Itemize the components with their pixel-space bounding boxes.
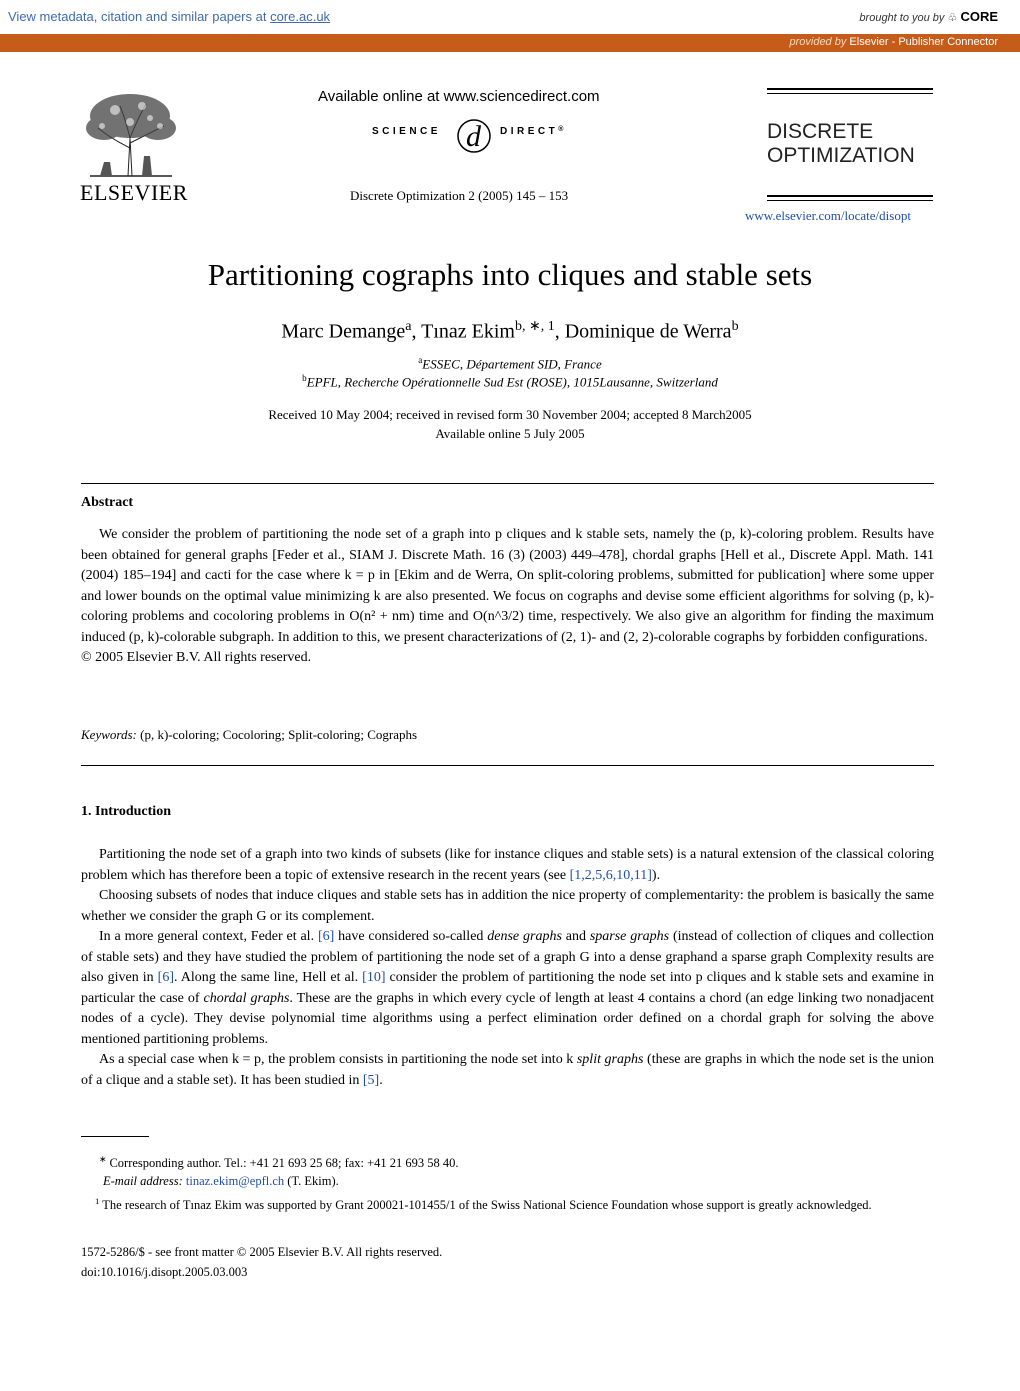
aff-a-text: ESSEC, Département SID, France [422, 356, 602, 372]
author-2: , Tınaz Ekim [411, 320, 515, 343]
abstract-heading: Abstract [81, 495, 134, 510]
sd-science: SCIENCE [372, 126, 441, 137]
p3-text: and [561, 929, 590, 944]
citation-link[interactable]: [6] [317, 929, 335, 944]
intro-body [81, 845, 934, 1091]
core-link[interactable]: core.ac.uk [270, 9, 331, 24]
p4-split-term: split graphs [576, 1052, 644, 1067]
citation-link[interactable]: [5] [362, 1072, 380, 1088]
brought-text: brought to you by [859, 12, 945, 24]
abstract-text: We consider the problem of partitioning the node set of a graph into p cliques and k stable sets, namely the (p, k)-coloring problem. Results have been obtained for general graphs [Feder et al., SIAM J. Discrete Math. 16 (3) (2003) 449–478], chordal graphs [Hell et al., Discrete Appl. Math. 141 (2004) 185–194] and cacti for the case where k = p in [Ekim and de Werra, On split-coloring problems, submitted for publication] where some upper and lower bounds on the optimal value minimizing k are also presented. We focus on cographs and devise some efficient algorithms for solving (p, k)-coloring problems and cocoloring problems in O(n² + nm) time and O(n^3/2) time, respectively. We also give an algorithm for finding the maximum induced (p, k)-colorable subgraph. In addition to this, we present characterizations of (2, 1)- and (2, 2)-colorable cographs by forbidden configurations. [81, 527, 934, 645]
footnote-star: ∗ [99, 1154, 107, 1164]
aff-a-sup: a [418, 355, 423, 365]
affiliation-b [0, 373, 1020, 390]
journal-rule-top-thin [767, 93, 933, 94]
author-list [0, 318, 1020, 344]
p3-chordal-term: chordal graphs [203, 990, 290, 1006]
sd-registered-mark: ® [558, 126, 564, 133]
email-link[interactable]: tinaz.ekim@epfl.ch [182, 1174, 285, 1189]
author-3: , Dominique de Werra [554, 320, 732, 343]
author-1: Marc Demange [281, 320, 406, 343]
provider-name: Elsevier - Publisher Connector [849, 36, 998, 48]
journal-rule-bottom-thin [767, 200, 933, 201]
p1-end: ). [651, 867, 661, 883]
p3-text: In a more general context, Feder et al. [99, 929, 318, 944]
doi-line: doi:10.1016/j.disopt.2005.03.003 [81, 1265, 248, 1279]
citation-link[interactable]: [1,2,5,6,10,11] [569, 867, 652, 883]
keywords-list: (p, k)-coloring; Cocoloring; Split-coloring; Cographs [136, 727, 418, 742]
email-label: E-mail address: [103, 1174, 183, 1189]
section-heading: 1. Introduction [81, 804, 171, 819]
p4-text: (these are graphs in which the node set is the union of a clique and a stable set). It has been studied in [81, 1052, 934, 1088]
footnote-corr-text: Corresponding author. Tel.: +41 21 693 25 68; fax: +41 21 693 58 40. [106, 1156, 459, 1171]
received-dates: Received 10 May 2004; received in revised form 30 November 2004; accepted 8 March2005 [268, 407, 752, 422]
author-3-sup: b [731, 319, 739, 334]
keywords-label: Keywords: [81, 727, 137, 742]
p3-dense-term: dense graphs [487, 929, 562, 944]
aff-b-sup: b [302, 373, 307, 383]
p1-text: Partitioning the node set of a graph into two kinds of subsets (like for instance cliques and stable sets) is a natural extension of the classical coloring problem which has therefore been a topic of extensive research in the recent years (see [81, 847, 934, 883]
journal-url-link[interactable]: www.elsevier.com/locate/disopt [745, 208, 911, 223]
issn-line: 1572-5286/$ - see front matter © 2005 Elsevier B.V. All rights reserved. [81, 1245, 443, 1259]
footnote-corresponding [81, 1150, 934, 1172]
footnote-email [81, 1172, 934, 1190]
sd-direct [500, 126, 563, 137]
footnotes [81, 1150, 934, 1214]
journal-title-line1: DISCRETE [767, 120, 874, 143]
author-1-sup: a [405, 319, 412, 334]
core-metadata-link[interactable] [8, 9, 330, 24]
journal-reference: Discrete Optimization 2 (2005) 145 – 153 [350, 188, 569, 203]
journal-title [767, 120, 915, 168]
intro-paragraph [81, 927, 934, 1050]
citation-link[interactable]: [10] [362, 970, 386, 985]
intro-paragraph [81, 1050, 934, 1091]
sd-direct-label: DIRECT [500, 126, 559, 137]
core-logo-icon: ♧ [947, 12, 958, 24]
footnote-rule [81, 1136, 149, 1137]
p3-text: (instead of collection of cliques and collection of stable sets) and they have studied the problem of partitioning the node set of a graph G into a dense graphand a sparse graph Complexity results are also given in [81, 929, 934, 985]
p4-end: . [379, 1072, 383, 1088]
available-online: Available online at www.sciencedirect.com [318, 88, 600, 105]
email-name: (T. Ekim). [284, 1174, 339, 1189]
p4-text: As a special case when k = p, the problem consists in partitioning the node set into k [99, 1052, 577, 1067]
p3-sparse-term: sparse graphs [589, 929, 670, 944]
abstract-rule-bottom [81, 765, 934, 766]
sciencedirect-d-icon [452, 112, 496, 156]
p3-text: . Along the same line, Hell et al. [173, 970, 363, 985]
citation-link[interactable]: [6] [157, 970, 174, 985]
journal-rule-bottom [767, 195, 933, 197]
aff-b-text: EPFL, Recherche Opérationnelle Sud Est (ROSE), 1015Lausanne, Switzerland [306, 374, 718, 390]
p3-text: have considered so-called [334, 929, 488, 944]
keywords [81, 727, 417, 743]
core-brand[interactable] [859, 9, 998, 24]
svg-text:d: d [466, 120, 481, 153]
core-view-text: View metadata, citation and similar papers at [8, 9, 271, 24]
available-date: Available online 5 July 2005 [435, 426, 585, 441]
author-2-sup: b, ∗, 1 [514, 319, 555, 334]
abstract-copyright: © 2005 Elsevier B.V. All rights reserved. [81, 650, 312, 665]
provider-text [789, 36, 998, 48]
core-label: CORE [960, 9, 998, 24]
abstract-rule-top [81, 483, 934, 484]
provided-by-label: provided by [789, 36, 847, 48]
elsevier-tree-logo-icon [80, 88, 182, 180]
p3-text: consider the problem of partitioning the node set into p cliques and k stable sets and examine in particular the case of [81, 970, 935, 1006]
publisher-name: ELSEVIER [80, 180, 188, 205]
journal-title-line2: OPTIMIZATION [767, 144, 915, 167]
intro-paragraph: Choosing subsets of nodes that induce cliques and stable sets has in addition the nice property of complementarity: the problem is basically the same whether we consider the graph G or its complement. [81, 888, 934, 924]
intro-paragraph [81, 845, 934, 886]
footnote-funding [81, 1192, 934, 1214]
affiliation-a [0, 355, 1020, 372]
footnote-funding-text: The research of Tınaz Ekim was supported by Grant 200021-101455/1 of the Swiss National Science Foundation whose support is greatly acknowledged. [99, 1198, 872, 1213]
journal-rule-top [767, 88, 933, 90]
p3-text: . These are the graphs in which every cycle of length at least 4 contains a chord (an edge linking two nonadjacent nodes of a cycle). They devise polynomial time algorithms using a perfect elimination order defined on a chordal graph for solving the above mentioned partitioning problems. [81, 990, 935, 1047]
abstract-body [81, 525, 934, 669]
article-title: Partitioning cographs into cliques and stable sets [207, 257, 813, 292]
footnote-one: 1 [95, 1196, 100, 1207]
